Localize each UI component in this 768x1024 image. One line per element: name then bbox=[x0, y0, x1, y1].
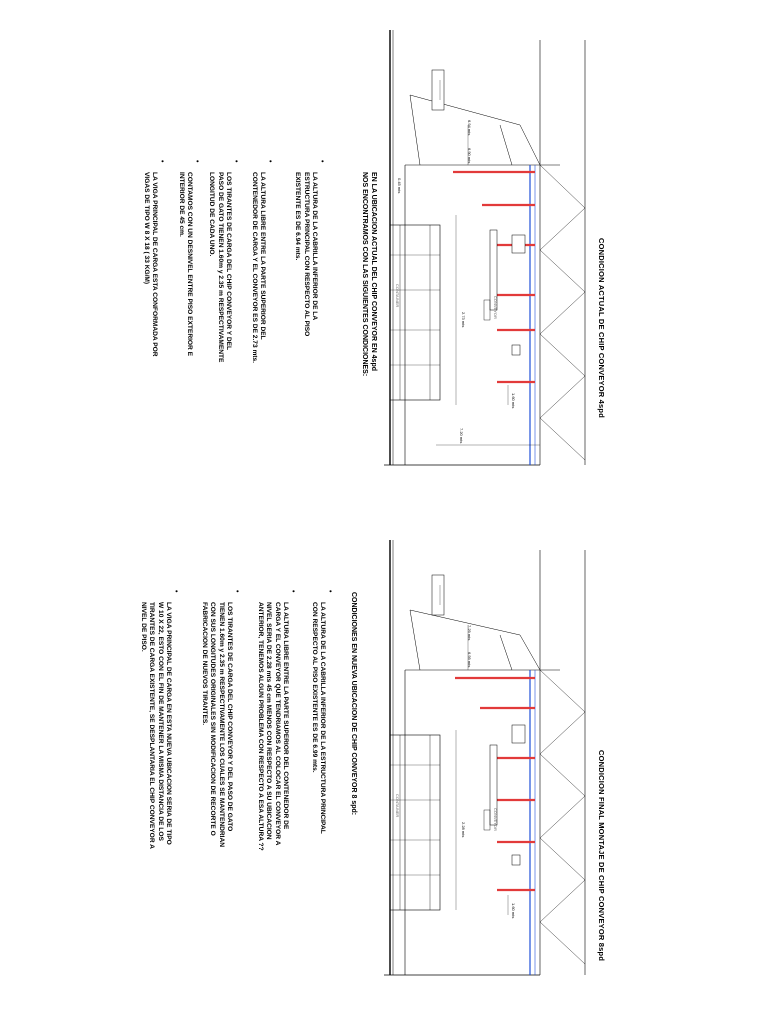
top-dim-1: 6.94 mts bbox=[467, 120, 472, 136]
text-line: TIRANTES DE CARGA EXISTENTE, SE DESPLANTARIA EL CHIP CONVEYOR A bbox=[148, 602, 156, 849]
text-line: LOS TIRANTES DE CARGA DEL CHIP CONVEYOR Y DEL bbox=[225, 172, 232, 351]
bottom-dim-4: 1.60 mts bbox=[511, 903, 516, 919]
bottom-bullet-text-4 bbox=[138, 602, 172, 849]
bottom-bullet-text-1 bbox=[309, 602, 326, 834]
text-line: TIENEN 1.60m y 2.35 m RESPECTIVAMENTE LOS CUALES SE MANTENDRIAN bbox=[217, 602, 225, 847]
top-dim-3: 0.45 mts bbox=[397, 178, 402, 194]
bottom-conveyor-label: CONVEYOR bbox=[493, 808, 498, 831]
text-line: CON RESPECTO AL PISO EXISTENTE ES DE 6.99 mts. bbox=[310, 602, 318, 773]
text-line: ANTERIOR, TENEMOS ALGUN PROBLEMA CON RESPECTO A ESA ALTURA ?? bbox=[256, 602, 264, 851]
text-line: PASO DE GATO TIENEN 1.60m y 2.35 m RESPECTIVAMENTE bbox=[216, 172, 224, 363]
top-bullet-text-4 bbox=[176, 172, 193, 356]
text-line: CONTENEDOR DE CARGA Y EL CONVEYOR ES DE 2.73 mts. bbox=[250, 172, 258, 364]
top-intro-line-2: NOS ENCONTRAMOS CON LAS SIGUIENTES CONDICIONES: bbox=[361, 172, 368, 377]
top-dim-5: 1.60 mts bbox=[511, 393, 516, 409]
top-dim-2: 6.90 mts bbox=[467, 148, 472, 164]
bottom-container-label: CONTAINER bbox=[395, 794, 400, 818]
bottom-bullet-4: • bbox=[172, 590, 179, 593]
text-line: EXISTENTE ES DE 6.94 mts. bbox=[294, 172, 302, 261]
text-line: CON SUS LONGITUDES ORIGINALES SIN MODIFICACION DE RECORTE O bbox=[209, 602, 217, 836]
text-line: ESTRUCTURA PRINCIPAL CON RESPECTO AL PISO bbox=[302, 172, 310, 337]
top-bullet-3: • bbox=[232, 160, 239, 163]
text-line: LA ALTURA LIBRE ENTRE LA PARTE SUPERIOR DEL bbox=[259, 172, 266, 340]
top-bullet-2: • bbox=[266, 160, 273, 163]
text-line: W 10 X 22, ESTO CON EL FIN DE MANTENER LA MISMA DISTANCIA DE LOS bbox=[156, 602, 164, 841]
text-line: INTERIOR DE 45 cm. bbox=[177, 172, 185, 237]
top-intro-line-1: EN LA UBICACION ACTUAL DEL CHIP CONVEYOR EN 4spd bbox=[370, 172, 377, 372]
bottom-bullet-1: • bbox=[326, 590, 333, 593]
bottom-dim-3: 2.28 mts bbox=[461, 822, 466, 838]
top-bullet-1: • bbox=[318, 160, 325, 163]
text-line: LA VIGA PRINCIPAL DE CARGA ESTA CONFORMADA POR bbox=[151, 172, 158, 357]
top-title: CONDICION ACTUAL DE CHIP CONVEYOR 4spd bbox=[597, 238, 606, 418]
bottom-intro-line-1: CONDICIONES EN NUEVA UBICACION DE CHIP CONVEYOR 8 spd: bbox=[350, 592, 357, 816]
bottom-title: CONDICION FINAL MONTAJE DE CHIP CONVEYOR 8spd bbox=[597, 750, 606, 962]
bottom-bullet-2: • bbox=[289, 590, 296, 593]
bottom-bullet-3: • bbox=[233, 590, 240, 593]
text-line: NIVEL SERIA DE 2.28 mts 45 cm MENOS CON RESPECTO A SU UBICACION bbox=[265, 602, 273, 840]
top-dim-6: 7.20 mts bbox=[459, 428, 464, 444]
text-line: NIVEL DE PISO. bbox=[139, 602, 147, 652]
text-line: LA ALTURA DE LA CABRILLA INFERIOR DE LA ESTRUCTURA PRINCIPAL bbox=[319, 602, 326, 834]
bottom-dim-1: 7.29 mts bbox=[467, 625, 472, 641]
text-line: LA VIGA PRINCIPAL DE CARGA EN ESTA NUEVA UBICACION SERIA DE TIPO bbox=[165, 602, 172, 845]
top-bullet-text-3 bbox=[207, 172, 232, 362]
text-line: LOS TIRANTES DE CARGA DEL CHIP CONVEYOR Y DEL PASO DE GATO bbox=[226, 602, 233, 832]
bottom-bullet-text-3 bbox=[199, 602, 233, 847]
text-line: LA ALTURA DE LA CABRILLA INFERIOR DE LA bbox=[311, 172, 318, 321]
top-bullet-text-2 bbox=[249, 172, 266, 363]
top-container-label: CONTAINER bbox=[395, 284, 400, 308]
top-bullet-text-5 bbox=[141, 172, 158, 357]
text-line: LA ALTURA LIBRE ENTRE LA PARTE SUPERIOR DEL CONTENEDOR DE bbox=[282, 602, 289, 830]
top-bullet-4: • bbox=[193, 160, 200, 163]
top-conveyor-label: CONVEYOR bbox=[493, 296, 498, 319]
top-intro bbox=[360, 172, 378, 376]
text-line: LONGITUD DE CADA UNO. bbox=[208, 172, 216, 257]
bottom-bullet-text-2 bbox=[255, 602, 289, 851]
bottom-drawing bbox=[384, 540, 585, 975]
bottom-intro bbox=[349, 592, 358, 815]
text-line: CARGA Y EL CONVEYOR QUE TENDRIAMOS AL COLOCAR EL CONVEYOR A bbox=[273, 602, 281, 846]
top-dim-4: 2.73 mts bbox=[461, 312, 466, 328]
top-drawing bbox=[384, 30, 585, 465]
bottom-dim-2: 6.99 mts bbox=[467, 652, 472, 668]
text-line: VIGAS DE TIPO W 8 X 18 ( 33 KG/M) bbox=[142, 172, 150, 285]
top-bullet-text-1 bbox=[293, 172, 318, 336]
text-line: FABRICACION DE NUEVOS TIRANTES. bbox=[200, 602, 208, 726]
text-line: CONTAMOS CON UN DESNIVEL ENTRE PISO EXTERIOR E bbox=[186, 172, 193, 357]
top-bullet-5: • bbox=[158, 160, 165, 163]
